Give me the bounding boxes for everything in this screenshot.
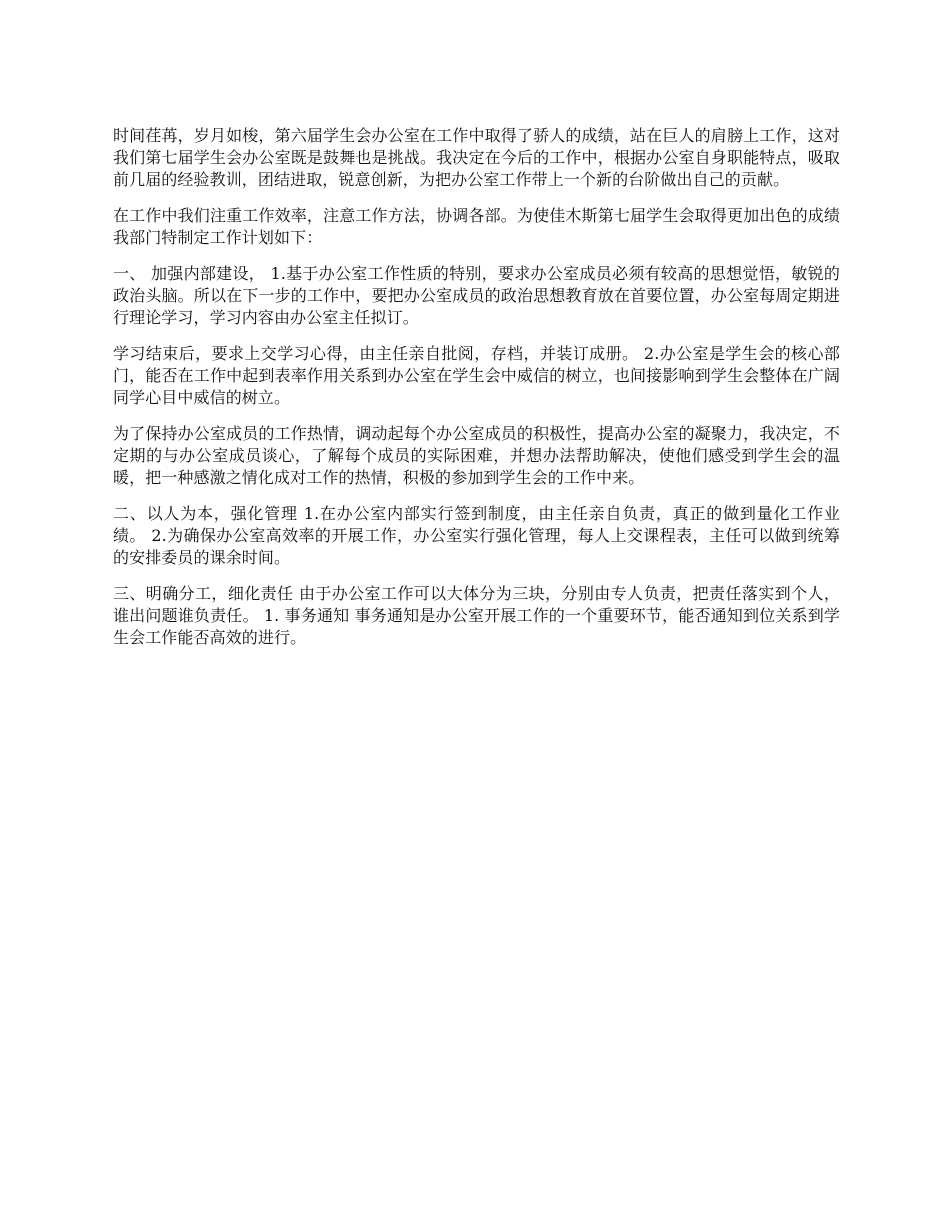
paragraph-study-summary: 学习结束后，要求上交学习心得，由主任亲自批阅，存档，并装订成册。 2.办公室是学生会的核心部门，能否在工作中起到表率作用关系到办公室在学生会中威信的树立，也间接影响到学生会整体在广阔同学心目中威信的树立。 — [113, 344, 840, 407]
paragraph-section-one: 一、 加强内部建设， 1.基于办公室工作性质的特别，要求办公室成员必须有较高的思想觉悟，敏锐的政治头脑。所以在下一步的工作中，要把办公室成员的政治思想教育放在首要位置，办公室每周定期进行理论学习，学习内容由办公室主任拟订。 — [113, 264, 840, 327]
paragraph-section-two: 二、以人为本，强化管理 1.在办公室内部实行签到制度，由主任亲自负责，真正的做到量化工作业绩。 2.为确保办公室高效率的开展工作，办公室实行强化管理，每人上交课程表，主任可以做到统筹的安排委员的课余时间。 — [113, 504, 840, 567]
paragraph-efficiency: 在工作中我们注重工作效率，注意工作方法，协调各部。为使佳木斯第七届学生会取得更加出色的成绩我部门特制定工作计划如下： — [113, 206, 840, 247]
paragraph-section-three: 三、明确分工，细化责任 由于办公室工作可以大体分为三块，分别由专人负责，把责任落实到个人，谁出问题谁负责任。 1. 事务通知 事务通知是办公室开展工作的一个重要环节，能否通知到位关系到学生会工作能否高效的进行。 — [113, 584, 840, 647]
document-body — [113, 125, 840, 663]
paragraph-intro: 时间荏苒，岁月如梭，第六届学生会办公室在工作中取得了骄人的成绩，站在巨人的肩膀上工作，这对我们第七届学生会办公室既是鼓舞也是挑战。我决定在今后的工作中，根据办公室自身职能特点，吸取前几届的经验教训，团结进取，锐意创新，为把办公室工作带上一个新的台阶做出自己的贡献。 — [113, 126, 840, 189]
paragraph-member-enthusiasm: 为了保持办公室成员的工作热情，调动起每个办公室成员的积极性，提高办公室的凝聚力，我决定，不定期的与办公室成员谈心，了解每个成员的实际困难，并想办法帮助解决，使他们感受到学生会的温暖，把一种感激之情化成对工作的热情，积极的参加到学生会的工作中来。 — [113, 424, 840, 487]
